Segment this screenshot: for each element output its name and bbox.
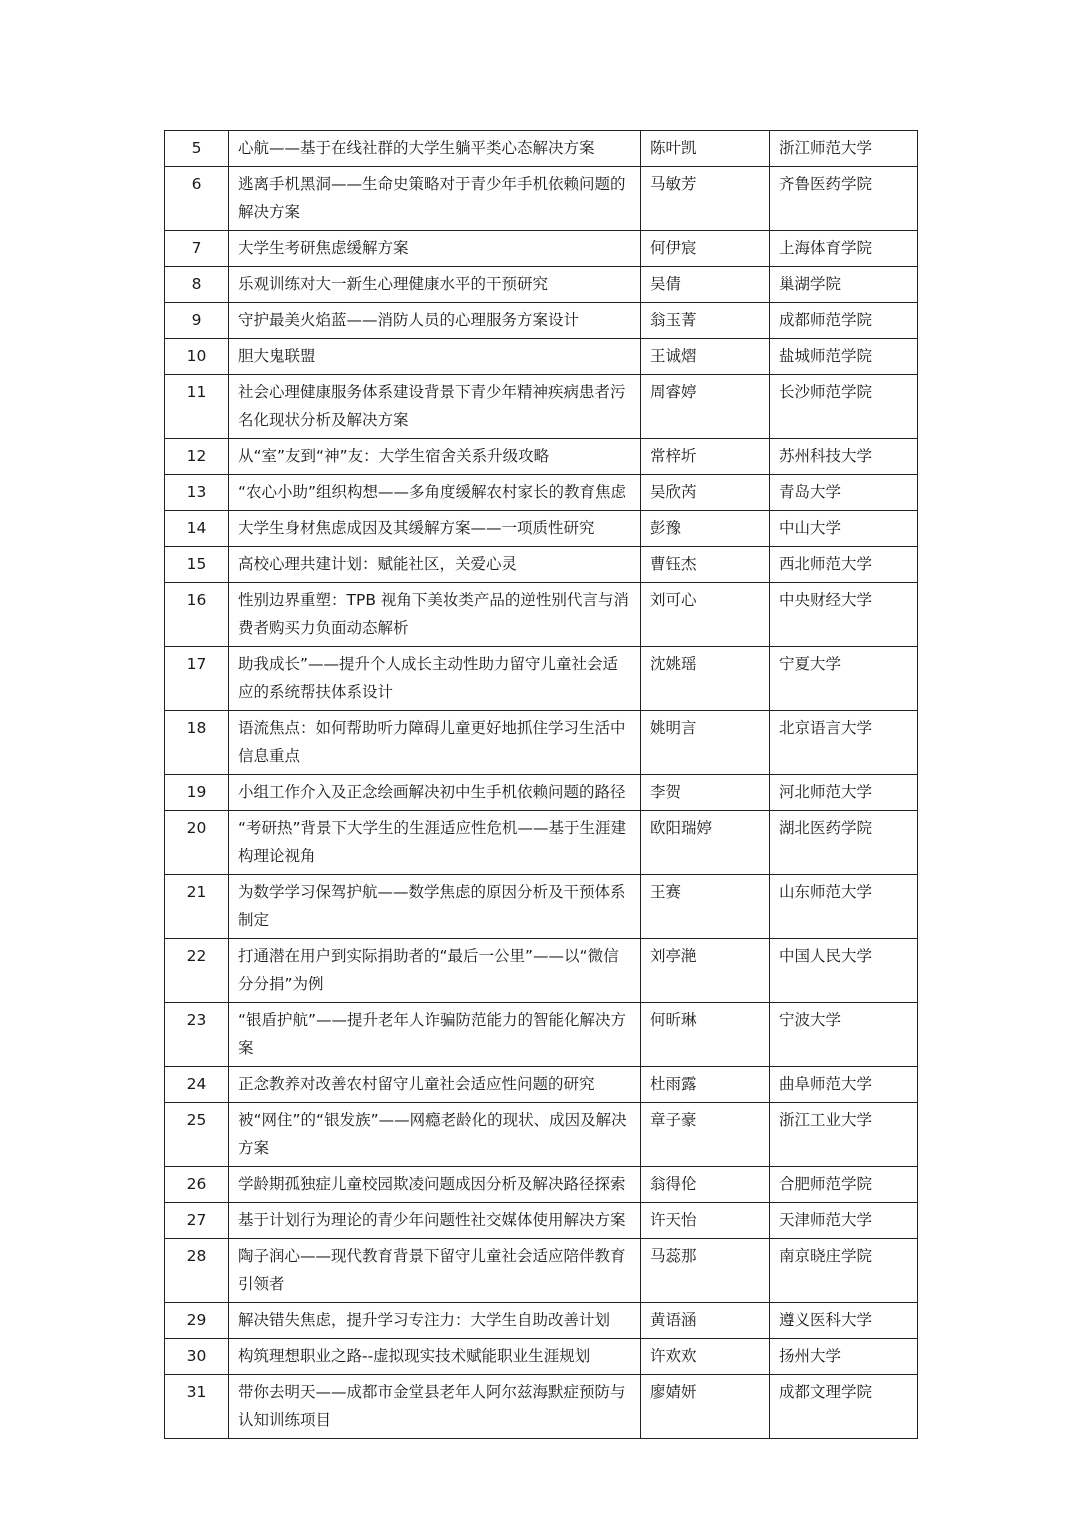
table-row [165,1339,918,1375]
school-name: 青岛大学 [770,475,918,511]
student-name: 沈姚瑶 [641,647,770,711]
student-name: 何伊宸 [641,231,770,267]
school-name: 扬州大学 [770,1339,918,1375]
row-number: 18 [165,711,229,775]
table-row [165,811,918,875]
school-name: 山东师范大学 [770,875,918,939]
student-name: 欧阳瑞婷 [641,811,770,875]
table-row [165,167,918,231]
student-name: 马蕊那 [641,1239,770,1303]
school-name: 南京晓庄学院 [770,1239,918,1303]
row-number: 27 [165,1203,229,1239]
project-title: 解决错失焦虑，提升学习专注力：大学生自助改善计划 [229,1303,641,1339]
student-name: 王诚熠 [641,339,770,375]
row-number: 14 [165,511,229,547]
school-name: 合肥师范学院 [770,1167,918,1203]
school-name: 北京语言大学 [770,711,918,775]
table-row [165,711,918,775]
row-number: 25 [165,1103,229,1167]
row-number: 10 [165,339,229,375]
project-title: 大学生考研焦虑缓解方案 [229,231,641,267]
project-title: 学龄期孤独症儿童校园欺凌问题成因分析及解决路径探索 [229,1167,641,1203]
student-name: 何昕琳 [641,1003,770,1067]
row-number: 20 [165,811,229,875]
table-row [165,1003,918,1067]
school-name: 上海体育学院 [770,231,918,267]
student-name: 姚明言 [641,711,770,775]
table-row [165,547,918,583]
row-number: 5 [165,131,229,167]
row-number: 6 [165,167,229,231]
table-body [165,131,918,1439]
row-number: 8 [165,267,229,303]
student-name: 王赛 [641,875,770,939]
row-number: 24 [165,1067,229,1103]
school-name: 中国人民大学 [770,939,918,1003]
row-number: 13 [165,475,229,511]
project-title: 高校心理共建计划：赋能社区，关爱心灵 [229,547,641,583]
school-name: 湖北医药学院 [770,811,918,875]
row-number: 22 [165,939,229,1003]
row-number: 26 [165,1167,229,1203]
school-name: 天津师范大学 [770,1203,918,1239]
student-name: 许欢欢 [641,1339,770,1375]
project-title: 打通潜在用户到实际捐助者的“最后一公里”——以“微信分分捐”为例 [229,939,641,1003]
table-row [165,439,918,475]
student-name: 马敏芳 [641,167,770,231]
table-row [165,375,918,439]
table-row [165,339,918,375]
student-name: 许天怡 [641,1203,770,1239]
row-number: 17 [165,647,229,711]
row-number: 9 [165,303,229,339]
table-row [165,1375,918,1439]
row-number: 21 [165,875,229,939]
school-name: 浙江师范大学 [770,131,918,167]
student-name: 翁玉菁 [641,303,770,339]
table-row [165,647,918,711]
row-number: 12 [165,439,229,475]
row-number: 19 [165,775,229,811]
project-title: 带你去明天——成都市金堂县老年人阿尔兹海默症预防与认知训练项目 [229,1375,641,1439]
student-name: 翁得伦 [641,1167,770,1203]
table-row [165,1167,918,1203]
project-title: 助我成长”——提升个人成长主动性助力留守儿童社会适应的系统帮扶体系设计 [229,647,641,711]
student-name: 周睿婷 [641,375,770,439]
row-number: 7 [165,231,229,267]
student-name: 杜雨露 [641,1067,770,1103]
student-name: 李贺 [641,775,770,811]
project-title: 构筑理想职业之路--虚拟现实技术赋能职业生涯规划 [229,1339,641,1375]
table-row [165,131,918,167]
student-name: 吴欣芮 [641,475,770,511]
student-name: 章子豪 [641,1103,770,1167]
row-number: 11 [165,375,229,439]
project-title: 逃离手机黑洞——生命史策略对于青少年手机依赖问题的解决方案 [229,167,641,231]
table-row [165,1067,918,1103]
project-title: 小组工作介入及正念绘画解决初中生手机依赖问题的路径 [229,775,641,811]
school-name: 盐城师范学院 [770,339,918,375]
table-row [165,511,918,547]
row-number: 28 [165,1239,229,1303]
row-number: 23 [165,1003,229,1067]
student-name: 常梓圻 [641,439,770,475]
school-name: 长沙师范学院 [770,375,918,439]
project-title: 语流焦点：如何帮助听力障碍儿童更好地抓住学习生活中信息重点 [229,711,641,775]
project-title: 陶子润心——现代教育背景下留守儿童社会适应陪伴教育引领者 [229,1239,641,1303]
project-title: 性别边界重塑：TPB 视角下美妆类产品的逆性别代言与消费者购买力负面动态解析 [229,583,641,647]
school-name: 成都文理学院 [770,1375,918,1439]
project-title: “农心小助”组织构想——多角度缓解农村家长的教育焦虑 [229,475,641,511]
project-title: 守护最美火焰蓝——消防人员的心理服务方案设计 [229,303,641,339]
row-number: 30 [165,1339,229,1375]
row-number: 31 [165,1375,229,1439]
school-name: 曲阜师范大学 [770,1067,918,1103]
project-title: 被“网住”的“银发族”——网瘾老龄化的现状、成因及解决方案 [229,1103,641,1167]
school-name: 宁夏大学 [770,647,918,711]
school-name: 齐鲁医药学院 [770,167,918,231]
student-name: 刘亭滟 [641,939,770,1003]
student-name: 曹钰杰 [641,547,770,583]
table-row [165,939,918,1003]
school-name: 巢湖学院 [770,267,918,303]
project-title: 从“室”友到“神”友：大学生宿舍关系升级攻略 [229,439,641,475]
school-name: 苏州科技大学 [770,439,918,475]
student-name: 吴倩 [641,267,770,303]
project-title: 社会心理健康服务体系建设背景下青少年精神疾病患者污名化现状分析及解决方案 [229,375,641,439]
table-row [165,303,918,339]
student-name: 廖婧妍 [641,1375,770,1439]
school-name: 宁波大学 [770,1003,918,1067]
row-number: 16 [165,583,229,647]
school-name: 浙江工业大学 [770,1103,918,1167]
student-name: 彭豫 [641,511,770,547]
project-title: 为数学学习保驾护航——数学焦虑的原因分析及干预体系制定 [229,875,641,939]
project-title: “考研热”背景下大学生的生涯适应性危机——基于生涯建构理论视角 [229,811,641,875]
table-row [165,1303,918,1339]
student-name: 陈叶凯 [641,131,770,167]
student-name: 黄语涵 [641,1303,770,1339]
project-title: 正念教养对改善农村留守儿童社会适应性问题的研究 [229,1067,641,1103]
school-name: 中央财经大学 [770,583,918,647]
project-title: 大学生身材焦虑成因及其缓解方案——一项质性研究 [229,511,641,547]
project-title: 基于计划行为理论的青少年问题性社交媒体使用解决方案 [229,1203,641,1239]
school-name: 中山大学 [770,511,918,547]
table-row [165,1203,918,1239]
table-row [165,875,918,939]
table-row [165,267,918,303]
award-list-table [164,130,918,1439]
table-row [165,1239,918,1303]
project-title: 心航——基于在线社群的大学生躺平类心态解决方案 [229,131,641,167]
row-number: 29 [165,1303,229,1339]
school-name: 西北师范大学 [770,547,918,583]
table-row [165,775,918,811]
project-title: 胆大鬼联盟 [229,339,641,375]
school-name: 河北师范大学 [770,775,918,811]
table-row [165,475,918,511]
student-name: 刘可心 [641,583,770,647]
school-name: 遵义医科大学 [770,1303,918,1339]
school-name: 成都师范学院 [770,303,918,339]
table-row [165,1103,918,1167]
project-title: 乐观训练对大一新生心理健康水平的干预研究 [229,267,641,303]
project-title: “银盾护航”——提升老年人诈骗防范能力的智能化解决方案 [229,1003,641,1067]
row-number: 15 [165,547,229,583]
table-row [165,231,918,267]
table-row [165,583,918,647]
